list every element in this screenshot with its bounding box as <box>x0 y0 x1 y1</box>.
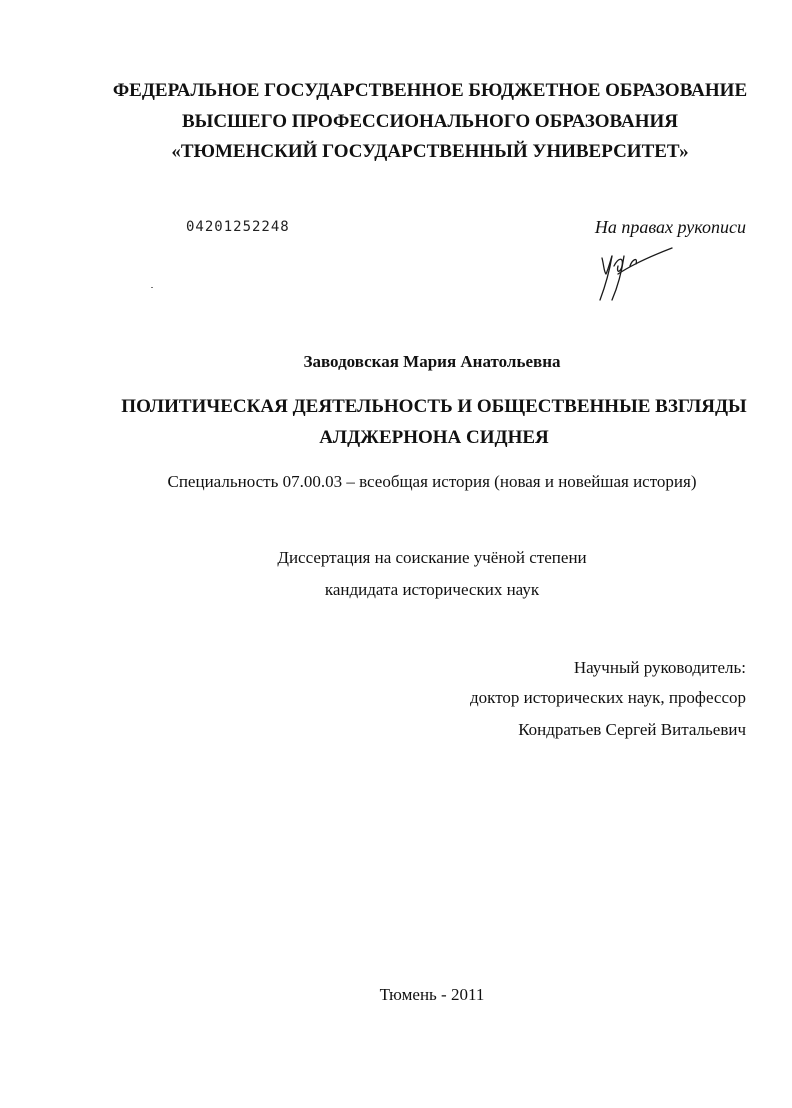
dissertation-title-line-2: АЛДЖЕРНОНА СИДНЕЯ <box>319 427 549 448</box>
signature-icon <box>594 244 678 304</box>
supervisor-label: Научный руководитель: <box>573 658 746 677</box>
organization-line-3: «ТЮМЕНСКИЙ ГОСУДАРСТВЕННЫЙ УНИВЕРСИТЕТ» <box>171 141 689 162</box>
author-name: Заводовская Мария Анатольевна <box>303 352 561 371</box>
document-number: 04201252248 <box>186 219 290 235</box>
scan-speck <box>151 287 153 288</box>
supervisor-name: Кондратьев Сергей Витальевич <box>518 720 746 739</box>
specialty: Специальность 07.00.03 – всеобщая история (новая и новейшая история) <box>167 472 697 491</box>
rights-note: На правах рукописи <box>594 217 746 237</box>
degree-statement-line-2: кандидата исторических наук <box>324 580 540 599</box>
organization-line-2: ВЫСШЕГО ПРОФЕССИОНАЛЬНОГО ОБРАЗОВАНИЯ <box>182 111 678 132</box>
organization-line-1: ФЕДЕРАЛЬНОЕ ГОСУДАРСТВЕННОЕ БЮДЖЕТНОЕ ОБРАЗОВАНИЕ <box>112 80 748 101</box>
city-year: Тюмень - 2011 <box>379 985 485 1004</box>
dissertation-title-line-1: ПОЛИТИЧЕСКАЯ ДЕЯТЕЛЬНОСТЬ И ОБЩЕСТВЕННЫЕ ВЗГЛЯДЫ <box>121 396 747 417</box>
degree-statement-line-1: Диссертация на соискание учёной степени <box>277 548 587 567</box>
supervisor-degree: доктор исторических наук, профессор <box>470 688 746 707</box>
